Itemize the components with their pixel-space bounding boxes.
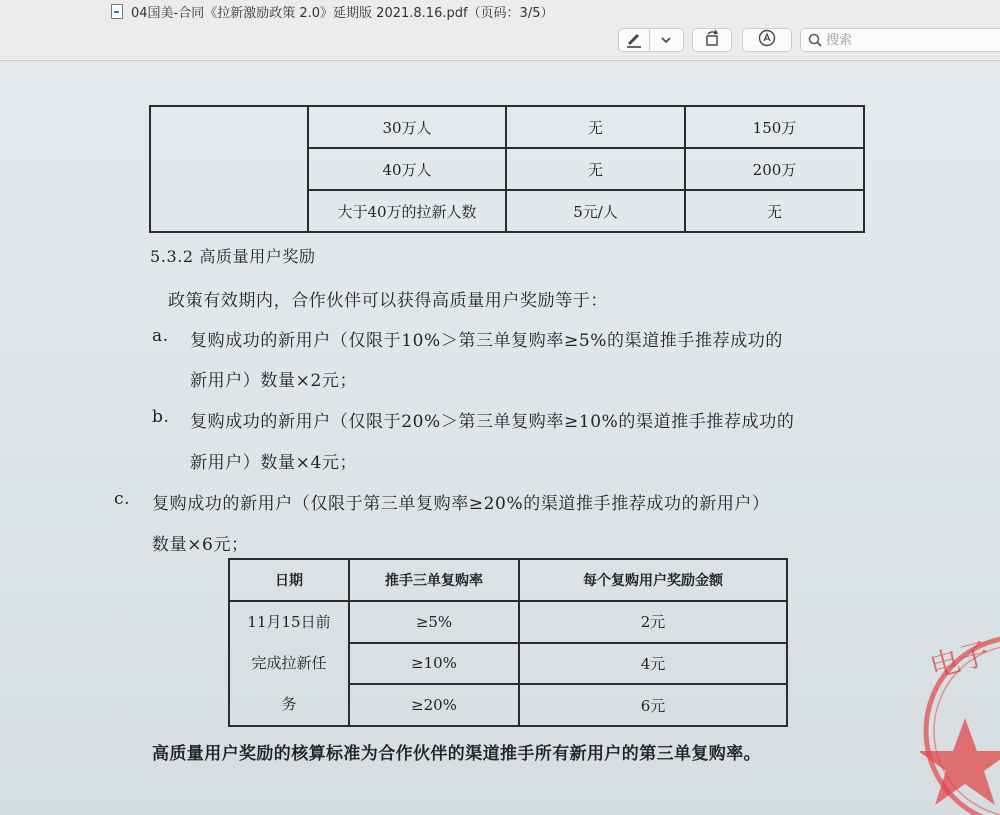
annotate-button[interactable] (742, 28, 792, 52)
item-c-line2: 数量×6元； (152, 535, 249, 555)
table-cell: ≥5% (349, 601, 519, 643)
item-c-line1: 复购成功的新用户（仅限于第三单复购率≥20%的渠道推手推荐成功的新用户） (152, 494, 770, 514)
table-header-row (229, 559, 787, 601)
search-field[interactable] (800, 28, 1000, 52)
pdf-page (0, 61, 1000, 815)
column-header: 每个复购用户奖励金额 (519, 559, 787, 601)
rotate-button[interactable] (692, 28, 732, 52)
table-cell: 大于40万的拉新人数 (308, 190, 506, 232)
section-heading: 5.3.2 高质量用户奖励 (150, 247, 316, 266)
closing-statement: 高质量用户奖励的核算标准为合作伙伴的渠道推手所有新用户的第三单复购率。 (152, 744, 761, 764)
window-title: 04国美-合同《拉新激励政策 2.0》延期版 2021.8.16.pdf（页码：3/5） (131, 5, 554, 21)
date-cell-line: 完成拉新任 (251, 654, 327, 672)
intro-paragraph: 政策有效期内，合作伙伴可以获得高质量用户奖励等于： (168, 291, 608, 311)
table-cell: 无 (685, 190, 864, 232)
date-cell-line: 11月15日前 (247, 613, 331, 631)
window-title-bar (0, 0, 1000, 22)
chevron-down-icon[interactable] (650, 34, 683, 47)
table-cell: 5元/人 (506, 190, 685, 232)
table-cell: 200万 (685, 148, 864, 190)
table-cell: 6元 (519, 684, 787, 726)
table-cell: 2元 (519, 601, 787, 643)
table-cell: 4元 (519, 643, 787, 685)
table-cell: 无 (506, 148, 685, 190)
pdf-document-icon (111, 4, 123, 19)
table-cell: ≥10% (349, 643, 519, 685)
table-cell: 40万人 (308, 148, 506, 190)
markup-pen-icon[interactable] (619, 32, 649, 48)
date-cell (229, 601, 349, 726)
company-seal-stamp (920, 631, 1000, 815)
table-cell: ≥20% (349, 684, 519, 726)
table-cell (150, 106, 308, 232)
search-input[interactable] (822, 33, 986, 48)
rotate-icon (703, 29, 721, 51)
item-a-marker: a. (152, 326, 169, 346)
item-a-line2: 新用户）数量×2元； (190, 371, 358, 391)
table-row (150, 106, 864, 148)
toolbar (0, 22, 1000, 61)
item-b-marker: b. (152, 407, 170, 427)
item-b-line2: 新用户）数量×4元； (190, 453, 358, 473)
table-cell: 30万人 (308, 106, 506, 148)
column-header: 推手三单复购率 (349, 559, 519, 601)
markup-button[interactable] (618, 28, 684, 52)
date-cell-line: 务 (281, 695, 297, 713)
item-a-line1: 复购成功的新用户（仅限于10%＞第三单复购率≥5%的渠道推手推荐成功的 (190, 331, 783, 351)
tier-table (149, 105, 865, 233)
reward-table (228, 558, 788, 727)
annotate-icon (758, 29, 776, 51)
item-c-marker: c. (114, 489, 131, 509)
table-cell: 150万 (685, 106, 864, 148)
svg-text:电子: 电子 (926, 635, 994, 686)
table-cell: 无 (506, 106, 685, 148)
column-header: 日期 (229, 559, 349, 601)
search-icon (808, 33, 822, 47)
item-b-line1: 复购成功的新用户（仅限于20%＞第三单复购率≥10%的渠道推手推荐成功的 (190, 412, 795, 432)
table-row (229, 601, 787, 643)
